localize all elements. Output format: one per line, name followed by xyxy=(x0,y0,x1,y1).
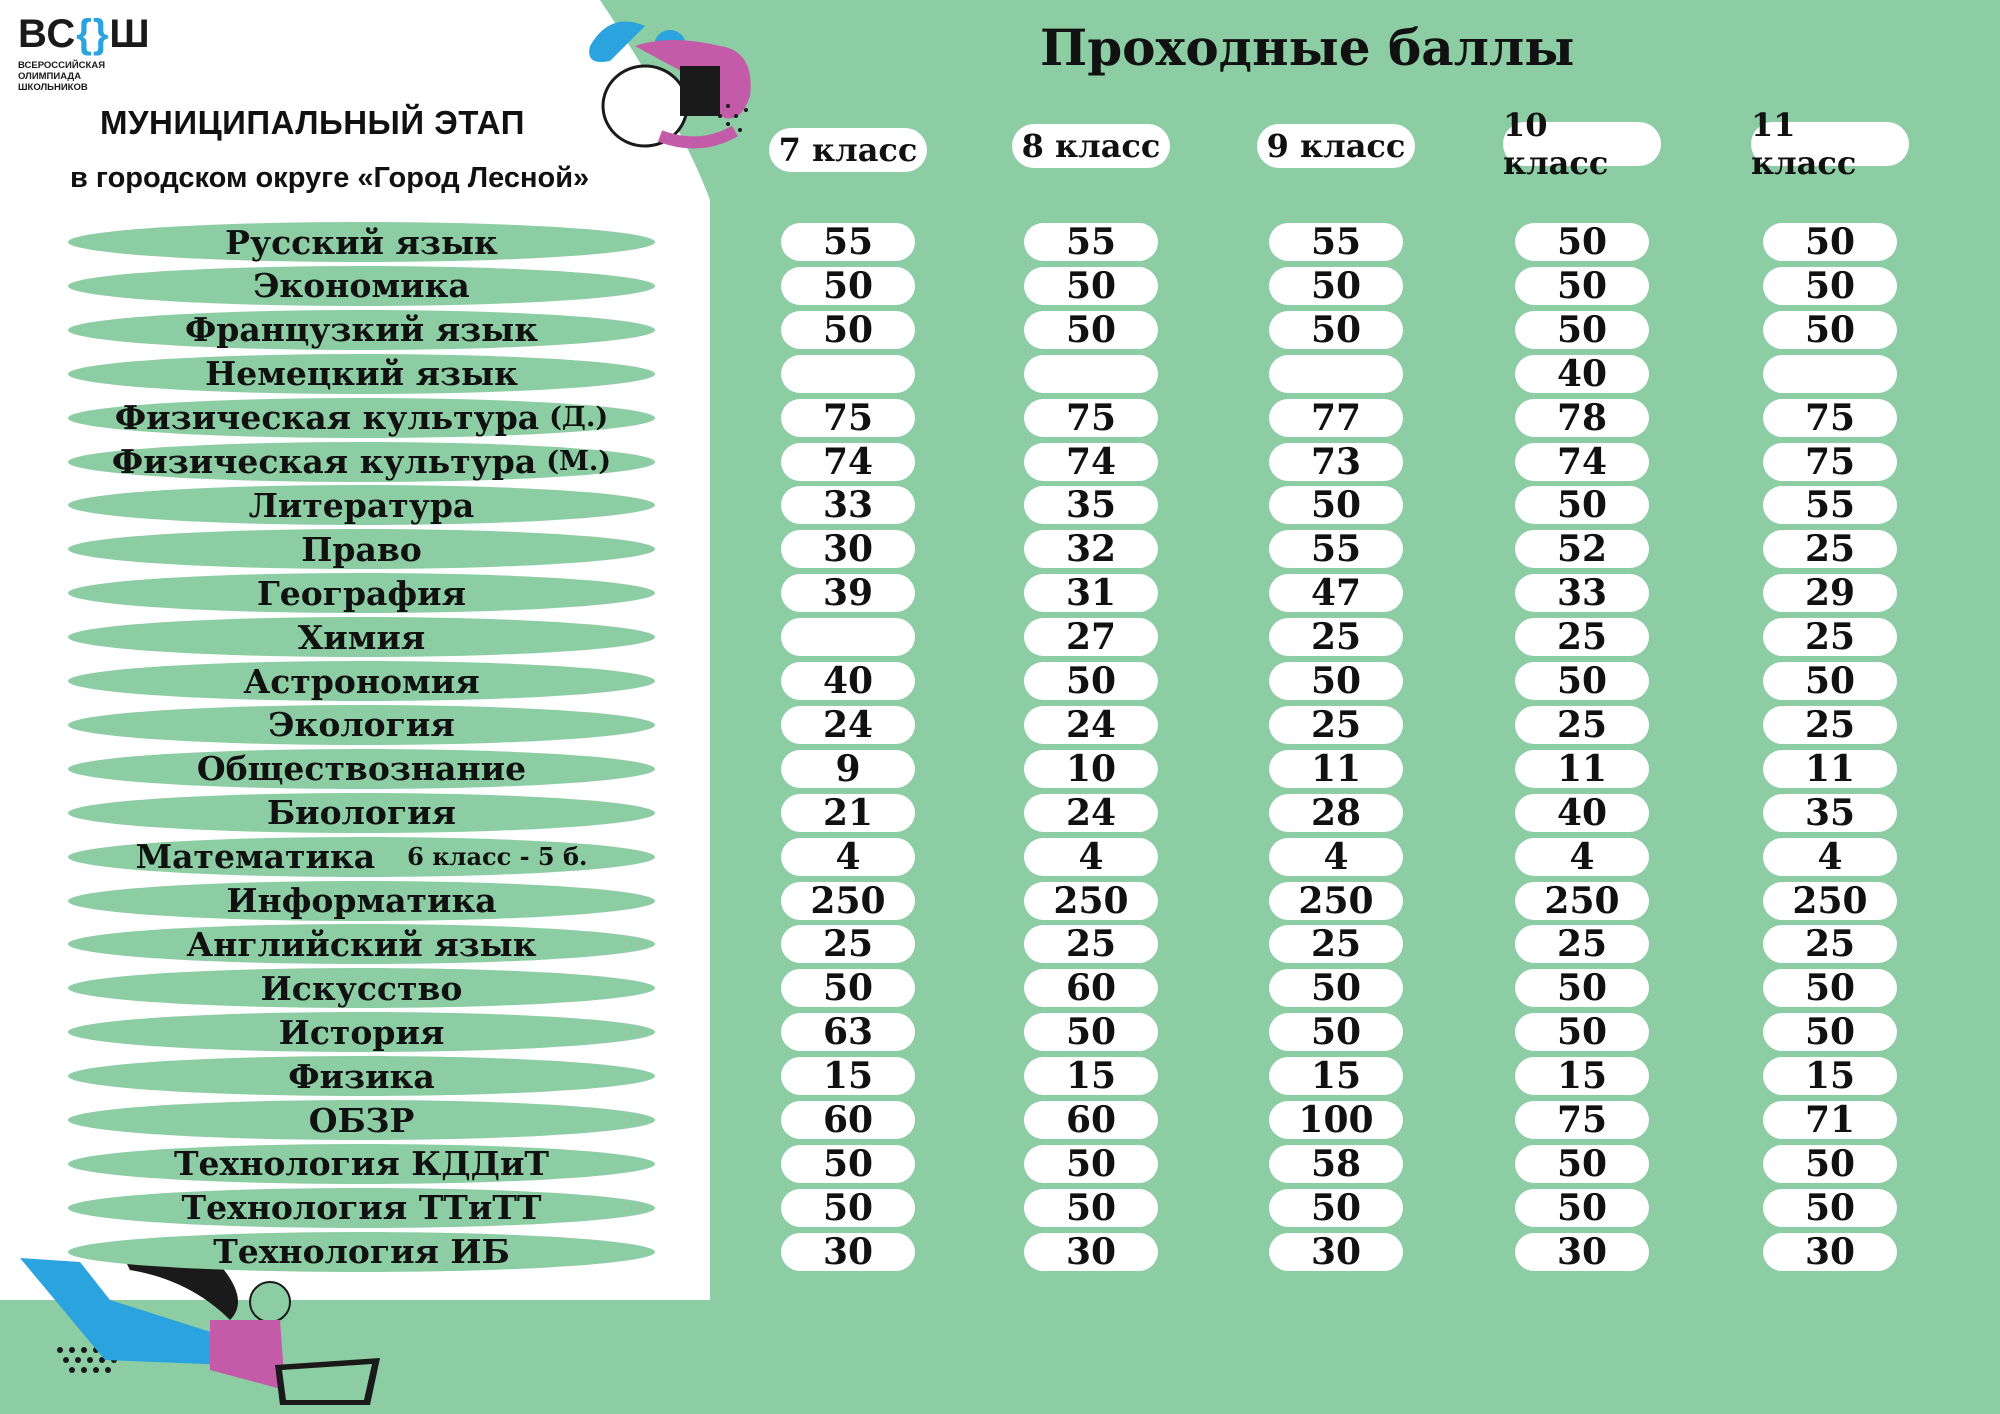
score-cell: 25 xyxy=(1269,618,1403,656)
score-cell: 50 xyxy=(1763,1145,1897,1183)
score-cell: 4 xyxy=(1024,838,1158,876)
subject-label xyxy=(68,1188,655,1228)
score-cell: 50 xyxy=(781,1145,915,1183)
subject-label xyxy=(68,266,655,306)
score-cell: 50 xyxy=(1763,969,1897,1007)
score-cell: 4 xyxy=(1763,838,1897,876)
score-cell: 33 xyxy=(781,486,915,524)
subject-name: Обществознание xyxy=(196,749,527,789)
subject-name: Физика xyxy=(288,1056,435,1096)
score-cell: 25 xyxy=(1515,706,1649,744)
score-cell: 25 xyxy=(1269,925,1403,963)
score-cell: 50 xyxy=(1515,311,1649,349)
student-illustration-top xyxy=(570,6,770,186)
subject-note: 6 класс - 5 б. xyxy=(407,842,588,872)
grade-header: 11 класс xyxy=(1751,122,1909,166)
score-cell: 50 xyxy=(1269,1013,1403,1051)
score-cell: 15 xyxy=(1269,1057,1403,1095)
score-cell: 74 xyxy=(781,443,915,481)
score-cell: 50 xyxy=(1515,1189,1649,1227)
subject-label xyxy=(68,1056,655,1096)
subject-label xyxy=(68,705,655,745)
score-cell: 75 xyxy=(1763,443,1897,481)
score-cell: 71 xyxy=(1763,1101,1897,1139)
stage-location: в городском округе «Город Лесной» xyxy=(70,162,590,194)
subject-label xyxy=(68,1232,655,1272)
score-cell: 63 xyxy=(781,1013,915,1051)
score-cell: 50 xyxy=(781,969,915,1007)
score-cell: 50 xyxy=(781,267,915,305)
score-cell: 10 xyxy=(1024,750,1158,788)
score-cell: 78 xyxy=(1515,399,1649,437)
subject-name: Русский язык xyxy=(225,222,498,262)
score-cell: 24 xyxy=(1024,706,1158,744)
score-cell: 50 xyxy=(1515,267,1649,305)
subject-name: Физическая культура xyxy=(114,398,540,438)
score-cell: 50 xyxy=(1269,311,1403,349)
score-cell: 50 xyxy=(1269,969,1403,1007)
score-cell: 27 xyxy=(1024,618,1158,656)
score-cell: 4 xyxy=(1515,838,1649,876)
subject-label xyxy=(68,354,655,394)
score-cell: 75 xyxy=(1024,399,1158,437)
score-cell: 60 xyxy=(781,1101,915,1139)
score-cell: 100 xyxy=(1269,1101,1403,1139)
subject-name: Технология ТТиТТ xyxy=(181,1188,542,1228)
score-cell: 55 xyxy=(1763,486,1897,524)
score-cell: 75 xyxy=(1515,1101,1649,1139)
subject-label xyxy=(68,310,655,350)
score-cell: 25 xyxy=(1024,925,1158,963)
subject-label xyxy=(68,222,655,262)
score-cell: 25 xyxy=(1515,618,1649,656)
score-cell: 74 xyxy=(1515,443,1649,481)
subject-name: Английский язык xyxy=(186,924,537,964)
score-cell: 40 xyxy=(781,662,915,700)
subject-name: Астрономия xyxy=(243,661,480,701)
score-cell: 75 xyxy=(1763,399,1897,437)
subject-suffix: (М.) xyxy=(546,446,612,477)
subject-name: Информатика xyxy=(226,881,497,920)
score-cell: 4 xyxy=(1269,838,1403,876)
score-cell: 35 xyxy=(1763,794,1897,832)
score-cell: 11 xyxy=(1515,750,1649,788)
score-cell: 50 xyxy=(781,1189,915,1227)
subject-label xyxy=(68,573,655,613)
score-cell: 24 xyxy=(1024,794,1158,832)
score-cell xyxy=(781,355,915,393)
score-cell: 9 xyxy=(781,750,915,788)
subject-name: Искусство xyxy=(260,968,463,1008)
score-cell: 50 xyxy=(1515,662,1649,700)
page-title: Проходные баллы xyxy=(1040,18,1575,77)
score-cell: 50 xyxy=(781,311,915,349)
subject-label xyxy=(68,617,655,657)
score-cell: 30 xyxy=(1763,1233,1897,1271)
subject-name: Физическая культура xyxy=(111,442,537,481)
score-cell: 50 xyxy=(1024,1189,1158,1227)
score-cell: 50 xyxy=(1763,267,1897,305)
grade-header: 10 класс xyxy=(1503,122,1661,166)
subject-label xyxy=(68,793,655,833)
score-cell xyxy=(1024,355,1158,393)
subject-name: Химия xyxy=(297,617,426,657)
score-cell: 24 xyxy=(781,706,915,744)
score-cell: 55 xyxy=(1269,223,1403,261)
score-cell: 15 xyxy=(1763,1057,1897,1095)
score-cell: 50 xyxy=(1024,1013,1158,1051)
score-cell: 60 xyxy=(1024,969,1158,1007)
score-cell: 50 xyxy=(1515,223,1649,261)
score-cell: 4 xyxy=(781,838,915,876)
subject-name: Экология xyxy=(268,705,455,745)
stage-title: МУНИЦИПАЛЬНЫЙ ЭТАП xyxy=(100,104,525,141)
subject-label xyxy=(68,1100,655,1140)
logo-mark: ВС{}Ш xyxy=(18,12,151,56)
subject-name: Математика xyxy=(135,837,376,877)
score-cell: 47 xyxy=(1269,574,1403,612)
vsosh-logo xyxy=(18,14,151,93)
score-cell: 50 xyxy=(1024,662,1158,700)
score-cell: 50 xyxy=(1024,1145,1158,1183)
grade-header: 7 класс xyxy=(769,128,927,172)
subject-suffix: (Д.) xyxy=(549,402,609,434)
score-cell: 50 xyxy=(1269,1189,1403,1227)
score-cell: 15 xyxy=(1024,1057,1158,1095)
score-cell: 33 xyxy=(1515,574,1649,612)
subject-name: Литература xyxy=(248,485,475,525)
score-cell: 25 xyxy=(1763,706,1897,744)
subject-name: География xyxy=(256,573,467,613)
score-cell: 50 xyxy=(1515,1145,1649,1183)
score-cell: 250 xyxy=(1269,882,1403,920)
score-cell: 25 xyxy=(1515,925,1649,963)
score-cell: 25 xyxy=(781,925,915,963)
score-cell: 30 xyxy=(1515,1233,1649,1271)
score-cell: 55 xyxy=(781,223,915,261)
score-cell: 50 xyxy=(1763,311,1897,349)
logo-caption: ВСЕРОССИЙСКАЯ ОЛИМПИАДА ШКОЛЬНИКОВ xyxy=(18,60,106,93)
score-cell: 55 xyxy=(1269,530,1403,568)
score-cell: 50 xyxy=(1515,969,1649,1007)
score-cell: 50 xyxy=(1269,267,1403,305)
score-cell: 50 xyxy=(1269,662,1403,700)
score-cell xyxy=(1269,355,1403,393)
subject-label xyxy=(68,837,655,877)
score-cell: 74 xyxy=(1024,443,1158,481)
score-cell: 15 xyxy=(1515,1057,1649,1095)
score-cell: 250 xyxy=(1024,882,1158,920)
score-cell: 50 xyxy=(1763,1013,1897,1051)
score-cell: 25 xyxy=(1269,706,1403,744)
subject-name: Технология КДДиТ xyxy=(174,1144,549,1184)
subject-label xyxy=(68,661,655,701)
score-cell: 30 xyxy=(781,1233,915,1271)
score-cell: 30 xyxy=(1269,1233,1403,1271)
subject-label xyxy=(68,442,655,482)
score-cell: 250 xyxy=(781,882,915,920)
score-cell xyxy=(1763,355,1897,393)
score-cell: 25 xyxy=(1763,618,1897,656)
score-cell: 52 xyxy=(1515,530,1649,568)
score-cell: 39 xyxy=(781,574,915,612)
score-cell: 50 xyxy=(1269,486,1403,524)
score-cell: 15 xyxy=(781,1057,915,1095)
score-cell: 77 xyxy=(1269,399,1403,437)
subject-name: Технология ИБ xyxy=(213,1232,510,1272)
score-cell: 50 xyxy=(1763,223,1897,261)
score-cell: 50 xyxy=(1024,311,1158,349)
score-cell: 11 xyxy=(1763,750,1897,788)
score-cell: 75 xyxy=(781,399,915,437)
subject-label xyxy=(68,1012,655,1052)
score-cell: 29 xyxy=(1763,574,1897,612)
score-cell: 55 xyxy=(1024,223,1158,261)
score-cell: 50 xyxy=(1763,1189,1897,1227)
subject-label xyxy=(68,398,655,438)
score-cell: 50 xyxy=(1515,486,1649,524)
score-cell: 50 xyxy=(1024,267,1158,305)
score-cell: 30 xyxy=(781,530,915,568)
subject-name: История xyxy=(278,1012,445,1052)
score-cell: 60 xyxy=(1024,1101,1158,1139)
score-cell: 250 xyxy=(1515,882,1649,920)
subject-name: Экономика xyxy=(253,266,470,306)
score-cell: 28 xyxy=(1269,794,1403,832)
score-cell: 50 xyxy=(1763,662,1897,700)
subject-name: Французкий язык xyxy=(184,310,539,350)
score-cell: 30 xyxy=(1024,1233,1158,1271)
score-cell: 250 xyxy=(1763,882,1897,920)
grade-header: 8 класс xyxy=(1012,124,1170,168)
score-cell: 73 xyxy=(1269,443,1403,481)
score-cell: 25 xyxy=(1763,925,1897,963)
score-cell: 35 xyxy=(1024,486,1158,524)
subject-name: Право xyxy=(301,529,422,569)
score-cell: 40 xyxy=(1515,355,1649,393)
score-cell xyxy=(781,618,915,656)
grade-header: 9 класс xyxy=(1257,124,1415,168)
subject-label xyxy=(68,881,655,921)
subject-label xyxy=(68,1144,655,1184)
score-cell: 21 xyxy=(781,794,915,832)
subject-name: Биология xyxy=(266,793,457,833)
score-cell: 40 xyxy=(1515,794,1649,832)
score-cell: 50 xyxy=(1515,1013,1649,1051)
score-cell: 58 xyxy=(1269,1145,1403,1183)
score-cell: 32 xyxy=(1024,530,1158,568)
score-cell: 25 xyxy=(1763,530,1897,568)
subject-name: Немецкий язык xyxy=(205,354,518,394)
subject-label xyxy=(68,749,655,789)
score-cell: 31 xyxy=(1024,574,1158,612)
subject-name: ОБЗР xyxy=(308,1100,415,1140)
score-cell: 11 xyxy=(1269,750,1403,788)
